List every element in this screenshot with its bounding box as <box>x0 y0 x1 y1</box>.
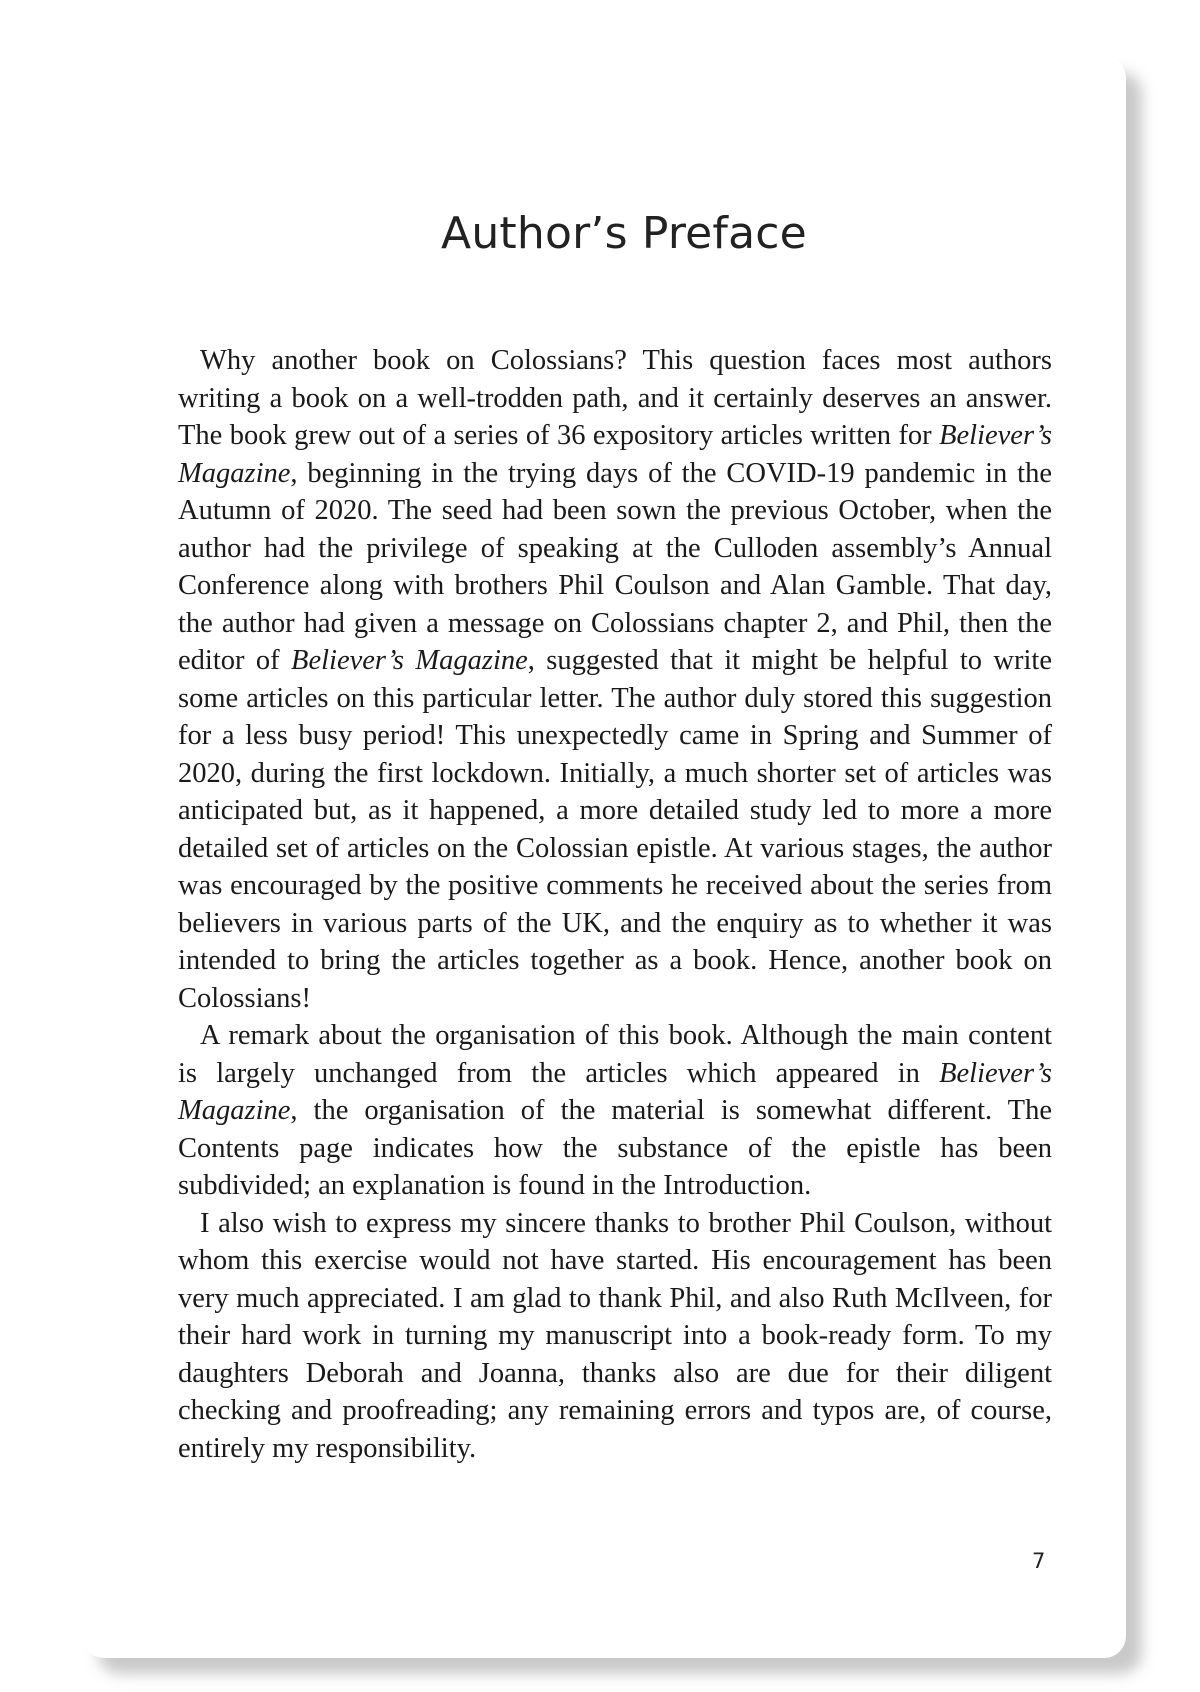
paragraph-1-text-c: , suggested that it might be helpful to write some articles on this particular letter. The author duly stored this suggestion for a less busy period! This unexpectedly came in Spring and Summer of 2020, during the first lockdown. Initially, a much shorter set of articles was anticipated but, as it happened, a more detailed study led to more a more detailed set of articles on the Colossian epistle. At various stages, the author was encouraged by the positive comments he received about the series from believers in various parts of the UK, and the enquiry as to whether it was intended to bring the articles together as a book. Hence, another book on Colossians! <box>178 645 1052 1014</box>
paragraph-1-text-a: Why another book on Colossians? This question faces most authors writing a book on a well-trodden path, and it certainly deserves an answer. The book grew out of a series of 36 expository articles written for <box>178 345 1052 451</box>
preface-body <box>178 342 1052 1467</box>
page-number: 7 <box>1032 1549 1046 1573</box>
magazine-title: Believer’s Magazine <box>291 645 528 676</box>
page-title: Author’s Preface <box>441 208 807 259</box>
paragraph-2-text-a: A remark about the organisation of this book. Although the main content is largely unchanged from the articles which appeared in <box>178 1020 1052 1089</box>
magazine-title: Believer’s Magazine <box>178 1057 1052 1126</box>
paragraph-1-text-b: , beginning in the trying days of the COVID-19 pandemic in the Autumn of 2020. The seed had been sown the previous October, when the author had the privilege of speaking at the Culloden assembly’s Annual Conference along with brothers Phil Coulson and Alan Gamble. That day, the author had given a message on Colossians chapter 2, and Phil, then the editor of <box>178 457 1052 676</box>
paragraph-2-text-b: , the organisation of the material is somewhat different. The Contents page indicates how the substance of the epistle has been subdivided; an explanation is found in the Introduction. <box>178 1095 1052 1201</box>
paragraph-3: I also wish to express my sincere thanks to brother Phil Coulson, without whom this exercise would not have started. His encouragement has been very much appreciated. I am glad to thank Phil, and also Ruth McIlveen, for their hard work in turning my manuscript into a book-ready form. To my daughters Deborah and Joanna, thanks also are due for their diligent checking and proofreading; any remaining errors and typos are, of course, entirely my responsibility. <box>178 1207 1052 1464</box>
paragraph-2 <box>178 1017 1052 1205</box>
paragraph-1 <box>178 342 1052 1017</box>
magazine-title: Believer’s Magazine <box>178 420 1052 489</box>
